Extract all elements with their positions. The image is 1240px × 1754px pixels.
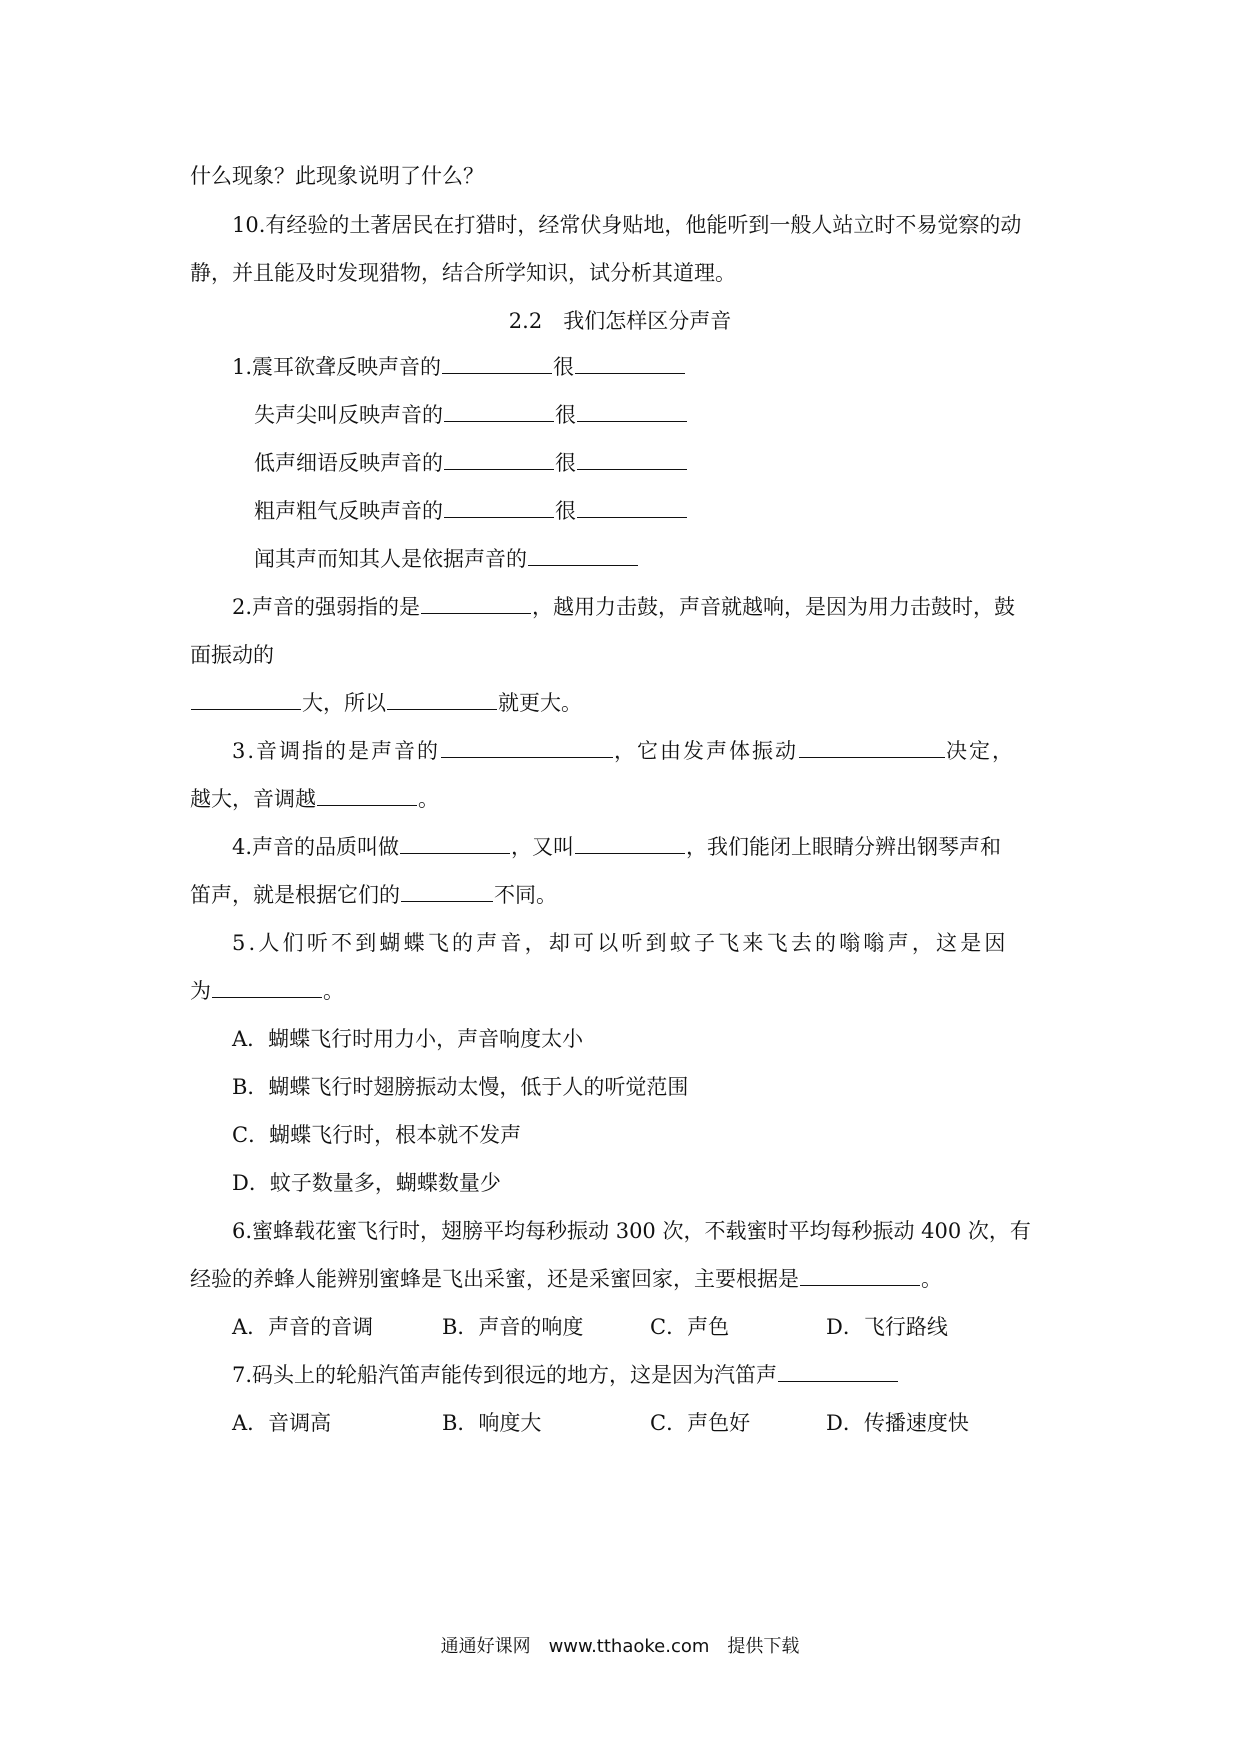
q5-line2 <box>190 976 344 1006</box>
q1-line2 <box>254 400 688 430</box>
q4-line2-text: 笛声，就是根据它们的 <box>190 883 400 907</box>
q7-options <box>232 1408 969 1438</box>
answer-blank <box>778 1361 898 1382</box>
q1-line1 <box>232 352 686 382</box>
answer-blank <box>400 833 510 854</box>
q1-line1-text: 1.震耳欲聋反映声音的 <box>232 355 442 379</box>
answer-blank <box>212 977 322 998</box>
answer-blank <box>317 785 417 806</box>
q4-line1 <box>232 832 1001 862</box>
q2-line1-rest: ，越用力击鼓，声音就越响，是因为用力击鼓时，鼓 <box>532 595 1016 619</box>
answer-blank <box>577 401 687 422</box>
q7-line1-text: 7.码头上的轮船汽笛声能传到很远的地方，这是因为汽笛声 <box>232 1363 778 1387</box>
q6-option-a: A．声音的音调 <box>232 1315 374 1339</box>
q3-line2-text: 越大，音调越 <box>190 787 316 811</box>
answer-blank <box>401 881 493 902</box>
q3-line1 <box>232 736 1015 766</box>
q2-line1 <box>232 592 1015 622</box>
answer-blank <box>444 497 554 518</box>
q5-option-b: B．蝴蝶飞行时翅膀振动太慢，低于人的听觉范围 <box>232 1075 689 1099</box>
q7-option-d: D．传播速度快 <box>826 1411 969 1435</box>
q6-option-c: C．声色 <box>650 1315 730 1339</box>
footer: 通通好课网 www.tthaoke.com 提供下载 <box>440 1636 800 1657</box>
q7-option-c: C．声色好 <box>650 1411 751 1435</box>
answer-blank <box>444 449 554 470</box>
q5-line2-end: 。 <box>323 979 344 1003</box>
q7-option-a: A．音调高 <box>232 1411 332 1435</box>
q5-line2-text: 为 <box>190 979 211 1003</box>
q2-line2: 面振动的 <box>190 643 274 667</box>
answer-blank <box>421 593 531 614</box>
q3-line2-end: 。 <box>418 787 439 811</box>
q6-options <box>232 1312 948 1342</box>
answer-blank <box>387 689 497 710</box>
q1-hen: 很 <box>553 355 575 379</box>
q1-hen: 很 <box>555 451 576 475</box>
q4-line1-rest: ，我们能闭上眼睛分辨出钢琴声和 <box>686 835 1002 859</box>
q6-option-b: B．声音的响度 <box>442 1315 584 1339</box>
q5-line1: 5.人们听不到蝴蝶飞的声音，却可以听到蚊子飞来飞去的嗡嗡声，这是因 <box>232 931 1009 955</box>
q6-option-d: D．飞行路线 <box>826 1315 948 1339</box>
q1-hen: 很 <box>555 403 576 427</box>
q5-option-a: A．蝴蝶飞行时用力小，声音响度太小 <box>232 1027 584 1051</box>
q9-tail: 什么现象？此现象说明了什么？ <box>190 164 484 188</box>
q1-line4-text: 粗声粗气反映声音的 <box>254 499 443 523</box>
q6-line1: 6.蜜蜂载花蜜飞行时，翅膀平均每秒振动 300 次，不载蜜时平均每秒振动 400 次，有 <box>232 1219 1031 1243</box>
q5-option-c: C．蝴蝶飞行时，根本就不发声 <box>232 1123 522 1147</box>
q4-line2-rest: 不同。 <box>494 883 557 907</box>
q2-line1-text: 2.声音的强弱指的是 <box>232 595 421 619</box>
q1-line5 <box>254 544 639 574</box>
answer-blank <box>577 449 687 470</box>
q2-line3 <box>190 688 582 718</box>
q10-line2: 静，并且能及时发现猎物，结合所学知识，试分析其道理。 <box>190 261 736 285</box>
q2-line3-text: 大，所以 <box>302 691 386 715</box>
q6-line2-text: 经验的养蜂人能辨别蜜蜂是飞出采蜜，还是采蜜回家，主要根据是 <box>190 1267 799 1291</box>
answer-blank <box>528 545 638 566</box>
answer-blank <box>444 401 554 422</box>
q1-line4 <box>254 496 688 526</box>
section-title: 2.2 我们怎样区分声音 <box>508 309 732 333</box>
q10-line1: 10.有经验的土著居民在打猎时，经常伏身贴地，他能听到一般人站立时不易觉察的动 <box>232 213 1022 237</box>
q3-line1-text: 3.音调指的是声音的 <box>232 739 441 763</box>
q2-line3-rest: 就更大。 <box>498 691 582 715</box>
q5-option-d: D．蚊子数量多，蝴蝶数量少 <box>232 1171 501 1195</box>
answer-blank <box>577 497 687 518</box>
q1-line3-text: 低声细语反映声音的 <box>254 451 443 475</box>
answer-blank <box>800 1265 920 1286</box>
answer-blank <box>575 833 685 854</box>
q1-line3 <box>254 448 688 478</box>
q3-line1-mid: ，它由发声体振动 <box>614 739 799 763</box>
q4-line2 <box>190 880 557 910</box>
q6-line2 <box>190 1264 942 1294</box>
q7-option-b: B．响度大 <box>442 1411 542 1435</box>
q7-line1 <box>232 1360 899 1390</box>
q1-hen: 很 <box>555 499 576 523</box>
answer-blank <box>191 689 301 710</box>
q4-line1-mid: ，又叫 <box>511 835 575 859</box>
answer-blank <box>442 353 552 374</box>
q6-line2-end: 。 <box>921 1267 942 1291</box>
q1-line2-text: 失声尖叫反映声音的 <box>254 403 443 427</box>
answer-blank <box>799 737 945 758</box>
answer-blank <box>441 737 613 758</box>
q1-line5-text: 闻其声而知其人是依据声音的 <box>254 547 527 571</box>
q3-line2 <box>190 784 439 814</box>
q4-line1-text: 4.声音的品质叫做 <box>232 835 400 859</box>
answer-blank <box>575 353 685 374</box>
q3-line1-rest: 决定， <box>946 739 1016 763</box>
